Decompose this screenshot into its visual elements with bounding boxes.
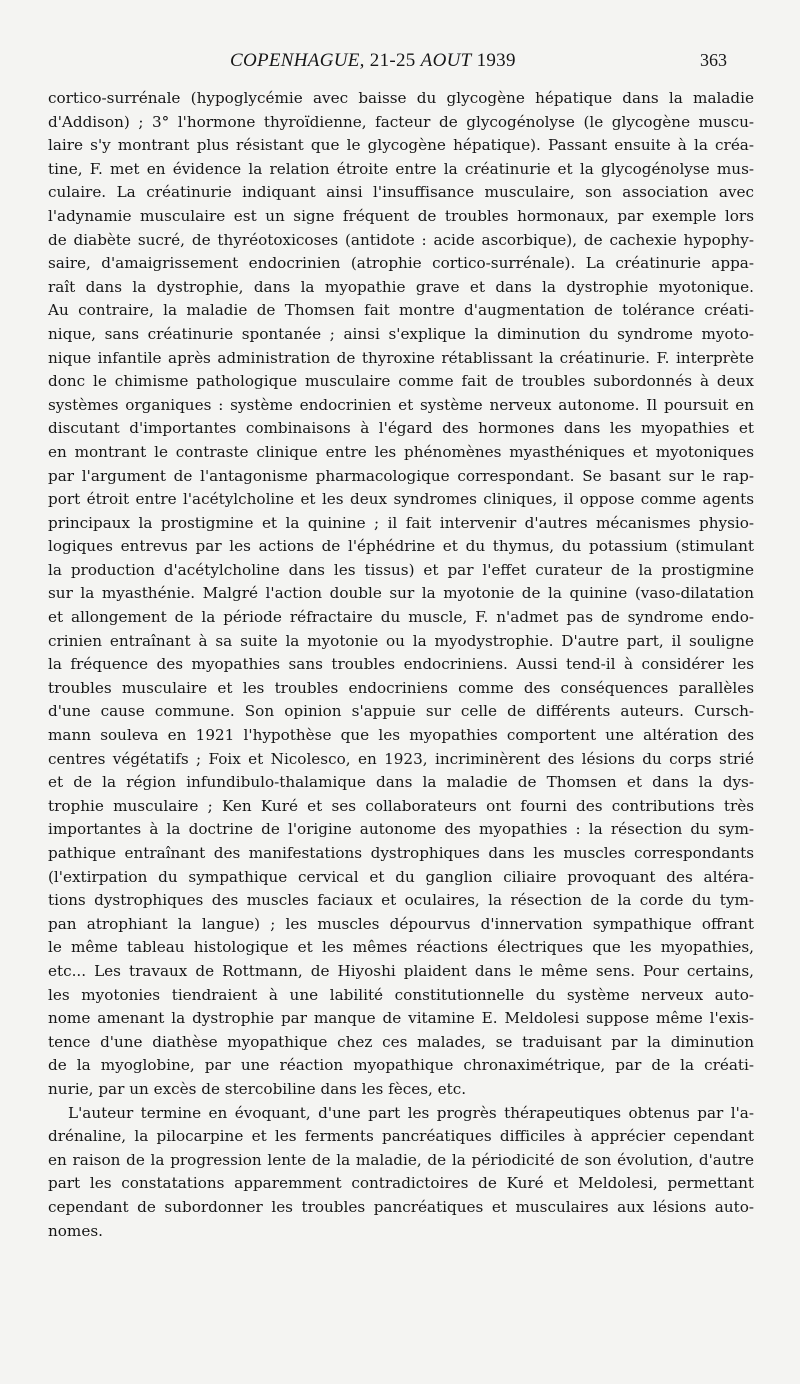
text-line: le même tableau histologique et les mêmes réactions électriques que les myopathies, (48, 938, 754, 957)
text-line: pan atrophiant la langue) ; les muscles dépourvus d'innervation sympathique offrant (48, 914, 754, 933)
text-line: l'adynamie musculaire est un signe fréquent de troubles hormonaux, par exemple lors (48, 206, 754, 225)
text-line: nique infantile après administration de thyroxine rétablissant la créatinurie. F. interprète (48, 348, 754, 367)
page-number: 363 (700, 50, 727, 70)
text-line: saire, d'amaigrissement endocrinien (atrophie cortico-surrénale). La créatinurie appa- (48, 254, 754, 273)
text-line: centres végétatifs ; Foix et Nicolesco, en 1923, incriminèrent des lésions du corps strié (48, 749, 754, 768)
text-line: pathique entraînant des manifestations dystrophiques dans les muscles correspondants (48, 844, 754, 862)
text-line: tine, F. met en évidence la relation étroite entre la créatinurie et la glycogénolyse mus- (48, 159, 754, 178)
text-line: tence d'une diathèse myopathique chez ces malades, se traduisant par la diminution (48, 1032, 754, 1051)
text-line: logiques entrevus par les actions de l'éphédrine et du thymus, du potassium (stimulant (48, 537, 754, 556)
text-line: etc... Les travaux de Rottmann, de Hiyoshi plaident dans le même sens. Pour certains, (48, 961, 754, 980)
text-line: L'auteur termine en évoquant, d'une part les progrès thérapeutiques obtenus par l'a- (68, 1103, 754, 1122)
paragraph-2 (48, 1102, 754, 1244)
text-line: nomes. (48, 1221, 103, 1240)
text-line: importantes à la doctrine de l'origine autonome des myopathies : la résection du sym- (48, 820, 754, 839)
text-line: donc le chimisme pathologique musculaire comme fait de troubles subordonnés à deux (48, 372, 754, 391)
text-line: les myotonies tiendraient à une labilité constitutionnelle du système nerveux auto- (48, 985, 754, 1004)
text-line: cependant de subordonner les troubles pancréatiques et musculaires aux lésions auto- (48, 1197, 754, 1216)
running-head (230, 50, 530, 72)
text-line: en raison de la progression lente de la maladie, de la périodicité de son évolution, d'autre (48, 1150, 754, 1169)
body-text (48, 87, 754, 1243)
text-line: et allongement de la période réfractaire du muscle, F. n'admet pas de syndrome endo- (48, 608, 754, 627)
text-line: nome amenant la dystrophie par manque de vitamine E. Meldolesi suppose même l'exis- (48, 1009, 754, 1028)
text-line: laire s'y montrant plus résistant que le glycogène hépatique). Passant ensuite à la créa- (48, 136, 754, 155)
paragraph-1 (48, 87, 754, 1102)
text-line: la fréquence des myopathies sans troubles endocriniens. Aussi tend-il à considérer les (48, 655, 754, 674)
text-line: d'une cause commune. Son opinion s'appuie sur celle de différents auteurs. Cursch- (48, 702, 754, 721)
running-head-year: 1939 (476, 50, 516, 71)
running-head-city: COPENHAGUE, (230, 50, 365, 71)
text-line: de la myoglobine, par une réaction myopathique chronaximétrique, par de la créati- (48, 1056, 754, 1075)
text-line: et de la région infundibulo-thalamique dans la maladie de Thomsen et dans la dys- (48, 773, 754, 792)
running-head-dates: 21-25 (369, 50, 416, 71)
text-line: drénaline, la pilocarpine et les ferments pancréatiques difficiles à apprécier cependant (48, 1127, 754, 1146)
text-line: troubles musculaire et les troubles endocriniens comme des conséquences parallèles (48, 678, 754, 697)
running-head-month: AOUT (420, 50, 472, 71)
text-line: sur la myasthénie. Malgré l'action double sur la myotonie de la quinine (vaso-dilatation (48, 584, 754, 603)
text-line: port étroit entre l'acétylcholine et les deux syndromes cliniques, il oppose comme agents (48, 490, 754, 509)
text-line: trophie musculaire ; Ken Kuré et ses collaborateurs ont fourni des contributions très (48, 796, 754, 815)
text-line: nurie, par un excès de stercobiline dans les fèces, etc. (48, 1079, 467, 1098)
text-line: systèmes organiques : système endocrinien et système nerveux autonome. Il poursuit en (48, 395, 754, 414)
text-line: en montrant le contraste clinique entre les phénomènes myasthéniques et myotoniques (48, 442, 754, 461)
text-line: crinien entraînant à sa suite la myotonie ou la myodystrophie. D'autre part, il souligne (48, 631, 754, 650)
text-line: tions dystrophiques des muscles faciaux et oculaires, la résection de la corde du tym- (48, 891, 754, 910)
text-line: raît dans la dystrophie, dans la myopathie grave et dans la dystrophie myotonique. (48, 277, 754, 296)
text-line: culaire. La créatinurie indiquant ainsi l'insuffisance musculaire, son association avec (48, 183, 754, 202)
text-line: part les constatations apparemment contradictoires de Kuré et Meldolesi, permettant (48, 1174, 754, 1193)
text-line: (l'extirpation du sympathique cervical et du ganglion ciliaire provoquant des altéra- (48, 867, 754, 886)
text-line: la production d'acétylcholine dans les tissus) et par l'effet curateur de la prostigmine (48, 560, 754, 579)
text-line: mann souleva en 1921 l'hypothèse que les myopathies comportent une altération des (48, 726, 754, 745)
text-line: discutant d'importantes combinaisons à l'égard des hormones dans les myopathies et (48, 419, 754, 438)
text-line: Au contraire, la maladie de Thomsen fait montre d'augmentation de tolérance créati- (48, 301, 754, 320)
text-line: principaux la prostigmine et la quinine ; il fait intervenir d'autres mécanismes physio- (48, 513, 754, 532)
text-line: cortico-surrénale (hypoglycémie avec baisse du glycogène hépatique dans la maladie (48, 89, 754, 107)
text-line: de diabète sucré, de thyréotoxicoses (antidote : acide ascorbique), de cachexie hypophy- (48, 230, 754, 249)
text-line: nique, sans créatinurie spontanée ; ainsi s'explique la diminution du syndrome myoto- (48, 324, 754, 343)
text-line: par l'argument de l'antagonisme pharmacologique correspondant. Se basant sur le rap- (48, 466, 754, 485)
text-line: d'Addison) ; 3° l'hormone thyroïdienne, facteur de glycogénolyse (le glycogène muscu- (48, 112, 754, 131)
